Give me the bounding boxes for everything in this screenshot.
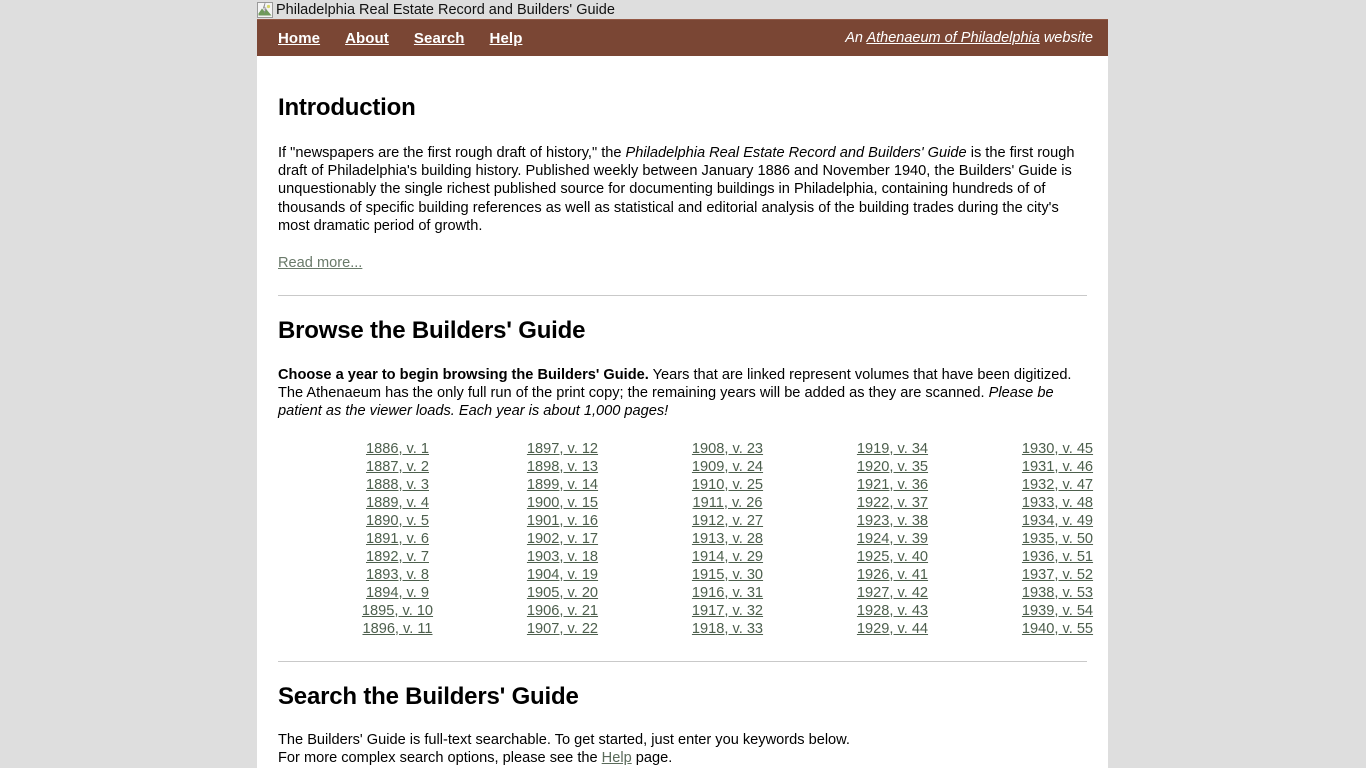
year-link[interactable]: 1906, v. 21	[526, 602, 599, 619]
year-link[interactable]: 1890, v. 5	[365, 512, 429, 529]
year-link[interactable]: 1891, v. 6	[365, 530, 429, 547]
year-link[interactable]: 1888, v. 3	[365, 476, 429, 493]
year-column-5	[975, 440, 1108, 638]
year-link[interactable]: 1931, v. 46	[1021, 458, 1094, 475]
year-link[interactable]: 1903, v. 18	[526, 548, 599, 565]
divider-rule-top	[278, 295, 1087, 296]
year-column-2	[480, 440, 645, 638]
year-link[interactable]: 1905, v. 20	[526, 584, 599, 601]
primary-navigation-bar	[257, 19, 1108, 56]
browse-lead-italic: Please be patient as the viewer loads. Each year is about 1,000 pages!	[278, 385, 1054, 420]
year-link[interactable]: 1921, v. 36	[856, 476, 929, 493]
year-link[interactable]: 1932, v. 47	[1021, 476, 1094, 493]
year-link[interactable]: 1938, v. 53	[1021, 584, 1094, 601]
year-link[interactable]: 1928, v. 43	[856, 602, 929, 619]
year-link[interactable]: 1940, v. 55	[1021, 620, 1094, 637]
year-link[interactable]: 1927, v. 42	[856, 584, 929, 601]
nav-link-group	[278, 30, 522, 47]
year-link[interactable]: 1898, v. 13	[526, 458, 599, 475]
year-column-1	[315, 440, 480, 638]
year-link[interactable]: 1899, v. 14	[526, 476, 599, 493]
year-link[interactable]: 1909, v. 24	[691, 458, 764, 475]
year-link[interactable]: 1907, v. 22	[526, 620, 599, 637]
year-link[interactable]: 1918, v. 33	[691, 620, 764, 637]
search-description	[278, 731, 1087, 767]
year-link[interactable]: 1925, v. 40	[856, 548, 929, 565]
broken-image-icon	[257, 2, 273, 18]
year-link[interactable]: 1926, v. 41	[856, 566, 929, 583]
year-column-4	[810, 440, 975, 638]
read-more-wrapper	[278, 254, 1087, 272]
year-link[interactable]: 1923, v. 38	[856, 512, 929, 529]
year-link[interactable]: 1934, v. 49	[1021, 512, 1094, 529]
year-column-3	[645, 440, 810, 638]
year-link-columns	[278, 440, 1094, 638]
year-link[interactable]: 1936, v. 51	[1021, 548, 1094, 565]
year-link[interactable]: 1893, v. 8	[365, 566, 429, 583]
year-link[interactable]: 1896, v. 11	[362, 620, 433, 637]
tagline-prefix: An	[845, 30, 867, 46]
year-link[interactable]: 1922, v. 37	[856, 494, 929, 511]
intro-text-part2: is the first rough draft of Philadelphia's building history. Published weekly between January 1886 and November 1940, the Builders' Guide is unquestionably the single richest published source for documenting buildings in Philadelphia, containing hundreds of of thousands of specific building references as well as statistical and editorial analysis of the building trades during the city's most dramatic period of growth.	[278, 145, 1075, 234]
read-more-link[interactable]: Read more...	[278, 255, 363, 272]
search-line-2-part2: page.	[631, 749, 673, 766]
year-link[interactable]: 1901, v. 16	[526, 512, 599, 529]
browse-instructions	[278, 366, 1087, 421]
nav-item-about[interactable]: About	[345, 29, 389, 47]
year-link[interactable]: 1937, v. 52	[1021, 566, 1094, 583]
year-link[interactable]: 1886, v. 1	[365, 440, 429, 457]
year-link[interactable]: 1894, v. 9	[365, 584, 429, 601]
year-link[interactable]: 1929, v. 44	[856, 620, 929, 637]
year-link[interactable]: 1895, v. 10	[361, 602, 434, 619]
search-line-1: The Builders' Guide is full-text searchable. To get started, just enter you keywords below.	[278, 731, 850, 748]
year-link[interactable]: 1914, v. 29	[691, 548, 764, 565]
year-link[interactable]: 1897, v. 12	[526, 440, 599, 457]
year-link[interactable]: 1892, v. 7	[365, 548, 429, 565]
divider-rule-bottom	[278, 661, 1087, 662]
year-link[interactable]: 1939, v. 54	[1021, 602, 1094, 619]
year-link[interactable]: 1902, v. 17	[526, 530, 599, 547]
browse-lead-bold: Choose a year to begin browsing the Builders' Guide.	[278, 367, 649, 384]
nav-item-home[interactable]: Home	[278, 29, 321, 47]
nav-item-help[interactable]: Help	[489, 29, 523, 47]
year-link[interactable]: 1915, v. 30	[691, 566, 764, 583]
help-link[interactable]: Help	[601, 749, 632, 766]
tagline-suffix: website	[1039, 30, 1093, 46]
search-heading: Search the Builders' Guide	[278, 682, 579, 710]
site-tagline	[845, 30, 1093, 46]
banner-alt-text: Philadelphia Real Estate Record and Builders' Guide	[276, 1, 615, 18]
year-link[interactable]: 1935, v. 50	[1021, 530, 1094, 547]
year-link[interactable]: 1913, v. 28	[691, 530, 764, 547]
year-link[interactable]: 1920, v. 35	[856, 458, 929, 475]
introduction-heading: Introduction	[278, 94, 416, 121]
year-link[interactable]: 1900, v. 15	[526, 494, 599, 511]
year-link[interactable]: 1889, v. 4	[365, 494, 429, 511]
search-line-2-part1: For more complex search options, please see the	[278, 749, 602, 766]
year-link[interactable]: 1910, v. 25	[691, 476, 764, 493]
site-banner	[257, 0, 1108, 19]
year-link[interactable]: 1916, v. 31	[691, 584, 764, 601]
year-link[interactable]: 1904, v. 19	[526, 566, 599, 583]
intro-publication-title: Philadelphia Real Estate Record and Builders' Guide	[625, 145, 967, 161]
year-link[interactable]: 1908, v. 23	[691, 440, 764, 457]
year-link[interactable]: 1933, v. 48	[1021, 494, 1094, 511]
year-link[interactable]: 1912, v. 27	[691, 512, 764, 529]
year-link[interactable]: 1911, v. 26	[692, 494, 763, 511]
year-link[interactable]: 1930, v. 45	[1021, 440, 1094, 457]
main-content	[257, 56, 1108, 768]
athenaeum-link[interactable]: Athenaeum of Philadelphia	[866, 30, 1040, 46]
browse-heading: Browse the Builders' Guide	[278, 317, 586, 345]
year-link[interactable]: 1924, v. 39	[856, 530, 929, 547]
nav-item-search[interactable]: Search	[413, 29, 465, 47]
introduction-paragraph	[278, 144, 1087, 235]
year-link[interactable]: 1919, v. 34	[856, 440, 929, 457]
year-link[interactable]: 1887, v. 2	[365, 458, 429, 475]
year-link[interactable]: 1917, v. 32	[691, 602, 764, 619]
intro-text-part1: If "newspapers are the first rough draft of history," the	[278, 145, 626, 161]
browse-lead-rest: Years that are linked represent volumes that have been digitized. The Athenaeum has the only full run of the print copy; the remaining years will be added as they are scanned.	[278, 367, 1072, 402]
